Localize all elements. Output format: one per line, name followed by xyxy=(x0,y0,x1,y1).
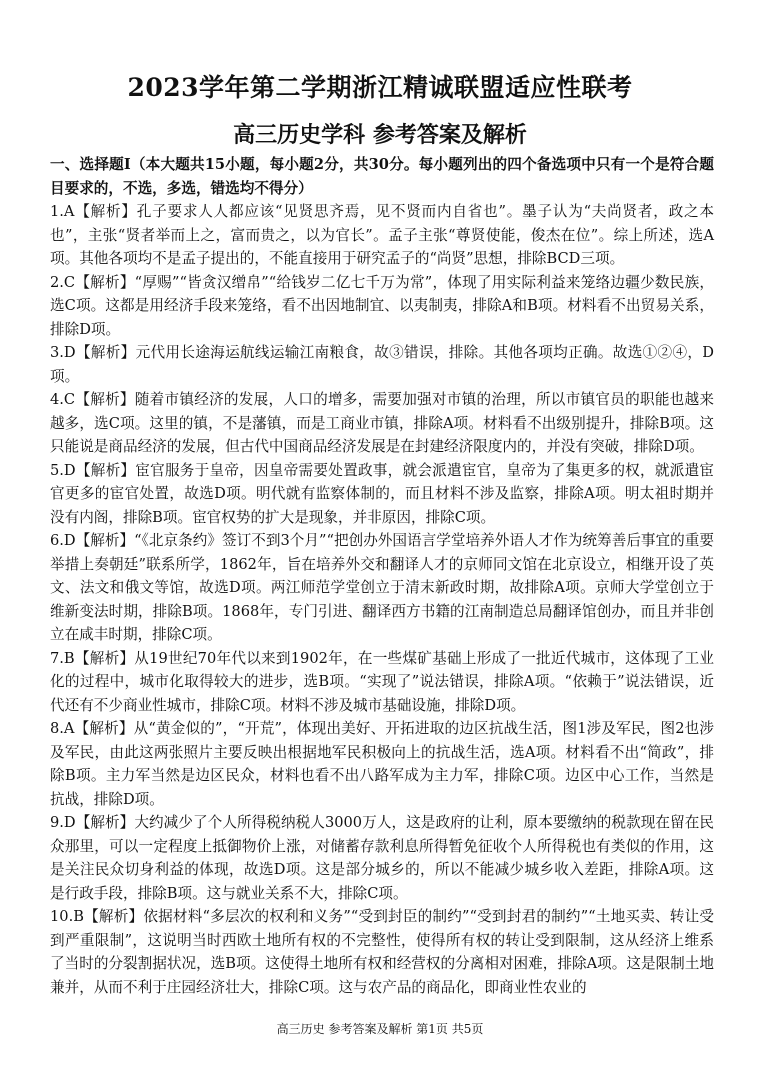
answer-item-9: 9.D【解析】大约减少了个人所得税纳税人3000万人，这是政府的让利，原本要缴纳的税款现在留在民众那里，可以一定程度上抵御物价上涨，对储蓄存款利息所得暂免征收个人所得税也有类似的作用，这是关注民众切身利益的体现，故选D项。这是部分城乡的，所以不能减少城乡收入差距，排除A项。这是行政手段，排除B项。这与就业关系不大，排除C项。 xyxy=(50,814,714,902)
answer-item-6: 6.D【解析】“《北京条约》签订不到3个月”“把创办外国语言学堂培养外语人才作为统筹善后事宜的重要举措上奏朝廷”联系所学，1862年，旨在培养外交和翻译人才的京师同文馆在北京设立，相继开设了英文、法文和俄文等馆，故选D项。两江师范学堂创立于清末新政时期，故排除A项。京师大学堂创立于维新变法时期，排除B项。1868年，专门引进、翻译西方书籍的江南制造总局翻译馆创办，而且并非创立在咸丰时期，排除C项。 xyxy=(50,532,714,643)
answer-item-5: 5.D【解析】宦官服务于皇帝，因皇帝需要处置政事，就会派遣宦官，皇帝为了集更多的权，就派遣宦官更多的宦官处置，故选D项。明代就有监察体制的，而且材料不涉及监察，排除A项。明太祖时期并没有内阁，排除B项。宦官权势的扩大是现象，并非原因，排除C项。 xyxy=(50,461,714,526)
answer-item-7: 7.B【解析】从19世纪70年代以来到1902年，在一些煤矿基础上形成了一批近代城市，这体现了工业化的过程中，城市化取得较大的进步，选B项。“实现了”说法错误，排除A项。“依赖于”说法错误，近代还有不少商业性城市，排除C项。材料不涉及城市基础设施，排除D项。 xyxy=(50,649,714,714)
page-title: 2023学年第二学期浙江精诚联盟适应性联考 xyxy=(127,73,633,102)
page-subtitle: 高三历史学科 参考答案及解析 xyxy=(233,122,527,148)
section-heading: 一、选择题Ⅰ（本大题共15小题，每小题2分，共30分。每小题列出的四个备选项中只有一个是符合题目要求的，不选，多选，错选均不得分） xyxy=(50,156,714,197)
answer-content xyxy=(50,153,714,999)
answer-item-2: 2.C【解析】“厚赐”“皆贪汉缯帛”“给钱岁二亿七千万为常”，体现了用实际利益来笼络边疆少数民族，选C项。这都是用经济手段来笼络，看不出因地制宜、以夷制夷，排除A和B项。材料看不出贸易关系，排除D项。 xyxy=(50,273,714,338)
answer-item-10: 10.B【解析】依据材料“多层次的权利和义务”“受到封臣的制约”“受到封君的制约”“土地买卖、转让受到严重限制”，这说明当时西欧土地所有权的不完整性，使得所有权的转让受到限制，这从经济上维系了当时的分裂割据状况，选B项。这使得土地所有权和经营权的分离相对困难，排除A项。这是限制土地兼并，从而不利于庄园经济壮大，排除C项。这与农产品的商品化，即商业性农业的 xyxy=(50,908,714,996)
answer-item-4: 4.C【解析】随着市镇经济的发展，人口的增多，需要加强对市镇的治理，所以市镇官员的职能也越来越多，选C项。这里的镇，不是藩镇，而是工商业市镇，排除A项。材料看不出级别提升，排除B项。这只能说是商品经济的发展，但古代中国商品经济发展是在封建经济限度内的，并没有突破，排除D项。 xyxy=(50,391,714,455)
answer-item-3: 3.D【解析】元代用长途海运航线运输江南粮食，故③错误，排除。其他各项均正确。故选①②④，D项。 xyxy=(50,344,714,385)
page-footer: 高三历史 参考答案及解析 第1页 共5页 xyxy=(276,1022,484,1036)
answer-item-1: 1.A【解析】孔子要求人人都应该“见贤思齐焉，见不贤而内自省也”。墨子认为“夫尚贤者，政之本也”，主张“贤者举而上之，富而贵之，以为官长”。孟子主张“尊贤使能，俊杰在位”。综上所述，选A项。其他各项均不是孟子提出的，不能直接用于研究孟子的“尚贤”思想，排除BCD三项。 xyxy=(50,203,714,267)
answer-item-8: 8.A【解析】从“黄金似的”，“开荒”，体现出美好、开拓进取的边区抗战生活，图1涉及军民，图2也涉及军民，由此这两张照片主要反映出根据地军民积极向上的抗战生活，选A项。材料看不出“简政”，排除B项。主力军当然是边区民众，材料也看不出八路军成为主力军，排除C项。边区中心工作，当然是抗战，排除D项。 xyxy=(50,720,714,808)
